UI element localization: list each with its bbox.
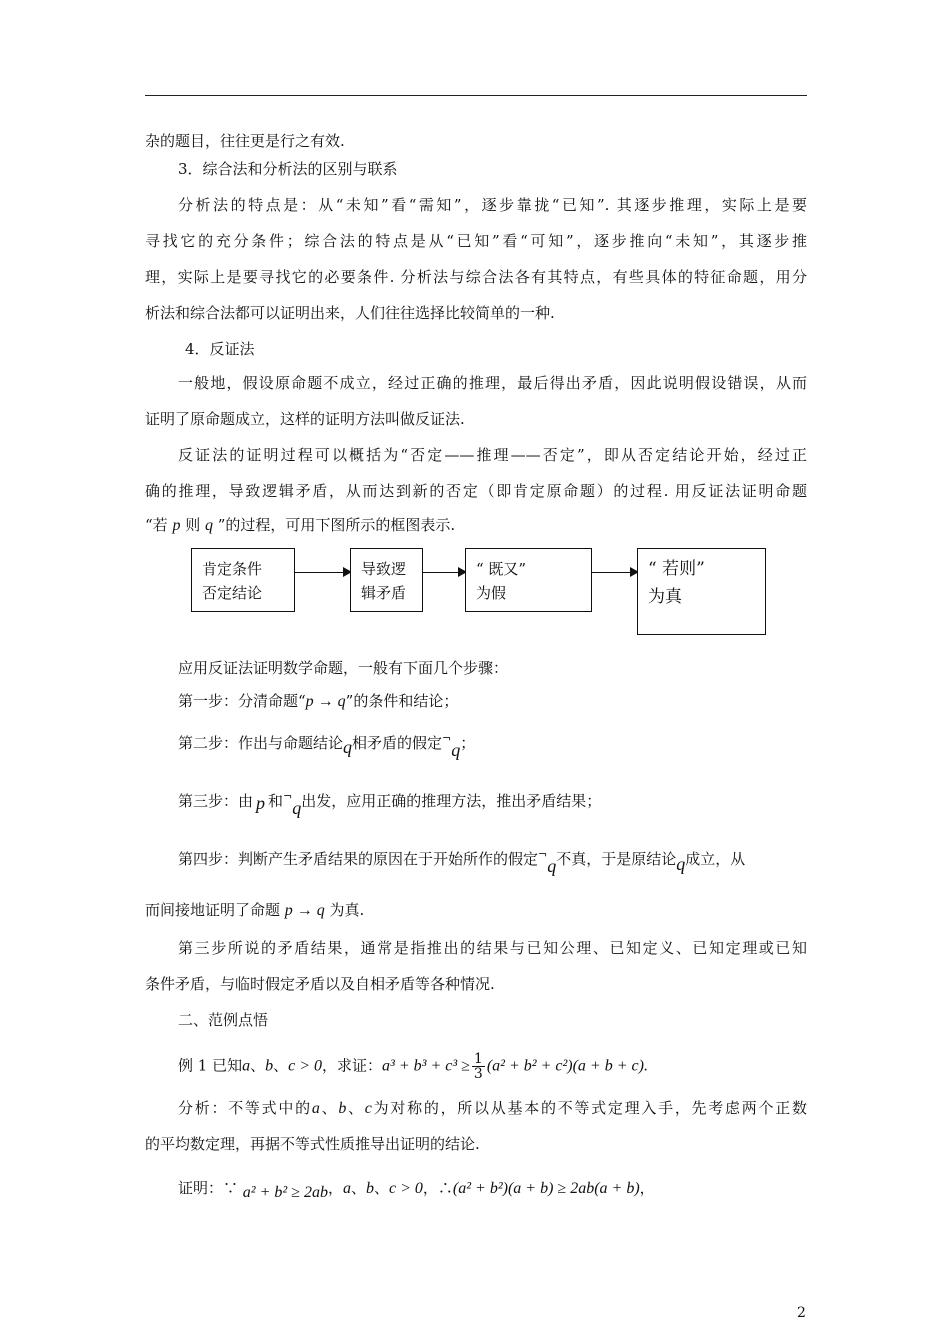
step-3-a: 第三步：由 <box>178 792 254 810</box>
text-line-4: 寻找它的充分条件；综合法的特点是从“已知”看“可知”，逐步推向“未知”，其逐步推 <box>145 232 807 250</box>
pf-var-a: a <box>342 1180 351 1197</box>
var-p: p <box>172 517 181 534</box>
section-heading-2: 二、范例点悟 <box>178 1011 269 1029</box>
step-2-c: 相矛盾的假定 <box>352 734 443 752</box>
step-1-a: 第一步：分清命题“ <box>178 692 306 710</box>
step-4-cont-c: 为真. <box>324 901 365 919</box>
analysis-line-1 <box>145 1097 807 1120</box>
flow-box-1 <box>191 548 295 612</box>
var-q: q <box>204 517 213 534</box>
text-line-8: 一般地，假设原命题不成立，经过正确的推理，最后得出矛盾，因此说明假设错误，从而 <box>178 374 807 392</box>
flow-arrow-3 <box>592 572 637 573</box>
para-line-1: 第三步所说的矛盾结果，通常是指推出的结果与已知公理、已知定义、已知定理或已知 <box>178 939 807 957</box>
flow-box-4-line-2: 为真 <box>648 587 682 607</box>
an-sep2: 、 <box>346 1099 365 1117</box>
step-2-f: ； <box>460 734 476 752</box>
step-3 <box>178 786 602 818</box>
text-line-11: 确的推理，导致逻辑矛盾，从而达到新的否定（即肯定原命题）的过程. 用反证法证明命题 <box>145 482 807 500</box>
pf-ineq1: a² + b² ≥ 2ab <box>242 1184 328 1201</box>
step-4-cont-expr: p → q <box>284 902 325 919</box>
example-1 <box>178 1052 648 1081</box>
step-3-f: 出发，应用正确的推理方法，推出矛盾结果； <box>301 792 602 810</box>
ex1-lhs: a³ + b³ + c³ ≥ <box>382 1057 470 1075</box>
proof-line <box>178 1177 655 1200</box>
ex1-g: ，求证： <box>322 1056 383 1075</box>
text-line-6: 析法和综合法都可以证明出来，人们往往选择比较简单的一种. <box>145 304 555 322</box>
flow-box-3-line-1: “ 既又” <box>476 560 527 578</box>
pf-a: 证明：∵ <box>178 1179 243 1197</box>
flow-box-3-line-2: 为假 <box>476 584 507 602</box>
flow-box-2 <box>350 548 423 612</box>
step-3-neg: ¬ <box>283 790 293 803</box>
an-var-a: a <box>311 1100 320 1117</box>
pf-sep2: 、 <box>373 1179 389 1197</box>
ex1-var-a: a <box>242 1057 251 1075</box>
page-number: 2 <box>797 1305 806 1321</box>
an-sep1: 、 <box>319 1099 339 1117</box>
text-line-3: 分析法的特点是：从“未知”看“需知”，逐步靠拢“已知”. 其逐步推理，实际上是要 <box>178 196 807 214</box>
step-1-c: ”的条件和结论； <box>345 692 459 710</box>
step-2 <box>178 728 476 760</box>
pf-var-c: c > 0 <box>389 1180 423 1197</box>
ex1-fraction <box>472 1052 485 1081</box>
pf-var-b: b <box>365 1180 374 1197</box>
text-12c: 则 <box>180 516 205 534</box>
text-line-12 <box>145 514 455 537</box>
step-4-a: 第四步：判断产生矛盾结果的原因在于开始所作的假定 <box>178 850 539 868</box>
flow-box-4 <box>637 548 766 635</box>
ex1-sep2: 、 <box>273 1056 289 1075</box>
step-3-p: p <box>256 793 266 813</box>
an-var-c: c <box>364 1100 372 1117</box>
text-line-10: 反证法的证明过程可以概括为“否定——推理——否定”，即从否定结论开始，经过正 <box>178 446 807 464</box>
analysis-line-2: 的平均数定理，再据不等式性质推导出证明的结论. <box>145 1135 480 1153</box>
header-rule <box>145 95 807 96</box>
flow-box-2-line-2: 辑矛盾 <box>361 584 407 602</box>
ex1-a: 例 1 已知 <box>178 1056 243 1075</box>
flow-box-4-line-1: “ 若则” <box>648 559 705 579</box>
text-line-5: 理，实际上是要寻找它的必要条件. 分析法与综合法各有其特点，有些具体的特征命题，用分 <box>145 268 807 286</box>
text-line-9: 证明了原命题成立，这样的证明方法叫做反证法. <box>145 410 465 428</box>
step-4-q: q <box>547 856 557 876</box>
step-2-neg: ¬ <box>442 732 452 745</box>
pf-therefore: ，∴ <box>422 1179 453 1197</box>
ex1-var-c: c > 0 <box>288 1057 323 1075</box>
step-4-q2: q <box>676 854 686 874</box>
ex1-frac-num: 1 <box>473 1051 483 1067</box>
text-12a: “若 <box>145 516 173 534</box>
ex1-rhs: (a² + b² + c²)(a + b + c). <box>486 1057 648 1075</box>
subheading-3: 3．综合法和分析法的区别与联系 <box>178 160 398 178</box>
ex1-var-b: b <box>265 1057 274 1075</box>
flow-box-1-line-2: 否定结论 <box>202 584 263 602</box>
text-line-13: 应用反证法证明数学命题，一般有下面几个步骤： <box>178 659 509 677</box>
step-1 <box>178 690 458 713</box>
flow-arrow-2 <box>423 572 465 573</box>
flow-box-1-line-1: 肯定条件 <box>202 560 263 578</box>
text-line-1: 杂的题目，往往更是行之有效. <box>145 132 345 150</box>
step-1-expr: p → q <box>305 693 346 710</box>
pf-sep1: 、 <box>350 1179 366 1197</box>
subheading-4: 4．反证法 <box>185 340 255 358</box>
ex1-frac-den: 3 <box>473 1066 483 1082</box>
ex1-sep1: 、 <box>250 1056 266 1075</box>
step-4 <box>178 844 746 876</box>
step-4-f: 成立，从 <box>685 850 746 868</box>
step-3-q: q <box>292 798 302 818</box>
text-12e: ”的过程，可用下图所示的框图表示. <box>212 516 456 534</box>
step-4-d: 不真，于是原结论 <box>556 850 677 868</box>
flow-box-2-line-1: 导致逻 <box>361 560 407 578</box>
step-3-c: 和 <box>268 792 284 810</box>
an-g: 为对称的，所以从基本的不等式定理入手，先考虑两个正数 <box>371 1099 807 1117</box>
an-var-b: b <box>338 1100 347 1117</box>
an-a: 分析：不等式中的 <box>178 1099 312 1117</box>
pf-sep0: ， <box>327 1179 343 1197</box>
para-line-2: 条件矛盾，与临时假定矛盾以及自相矛盾等各种情况. <box>145 975 495 993</box>
step-4-cont <box>145 899 364 922</box>
flow-box-3 <box>465 548 592 612</box>
pf-end: ， <box>639 1179 655 1197</box>
pf-ineq2: (a² + b²)(a + b) ≥ 2ab(a + b) <box>452 1180 640 1197</box>
flow-arrow-1 <box>295 572 350 573</box>
step-4-neg: ¬ <box>538 848 548 861</box>
step-2-q: q <box>343 737 353 757</box>
step-2-q2: q <box>451 740 461 760</box>
step-4-cont-a: 而间接地证明了命题 <box>145 901 285 919</box>
step-2-a: 第二步：作出与命题结论 <box>178 734 344 752</box>
